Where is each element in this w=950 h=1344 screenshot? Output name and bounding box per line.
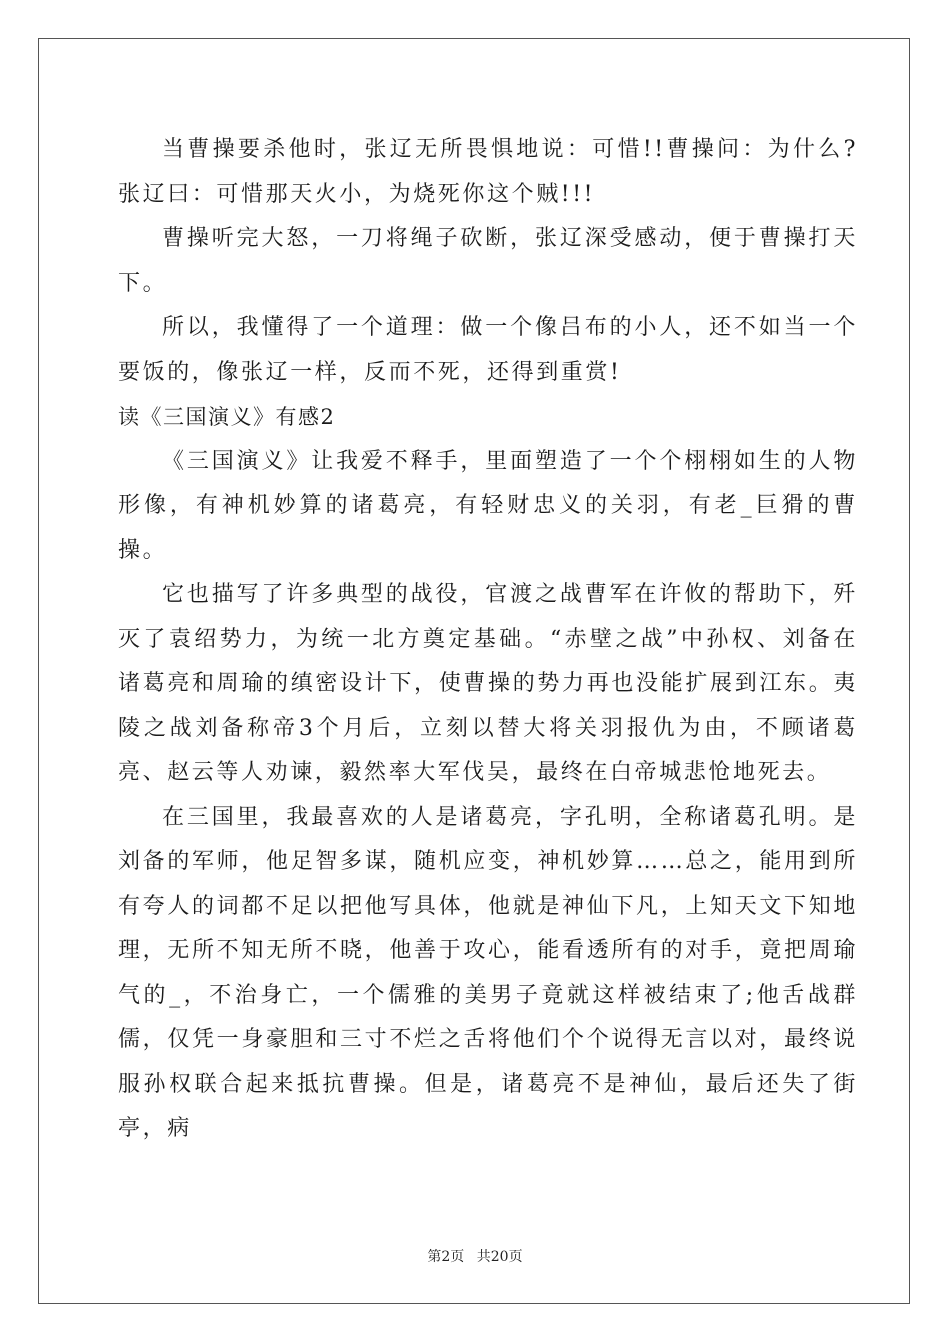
paragraph: 《三国演义》让我爱不释手，里面塑造了一个个栩栩如生的人物形像，有神机妙算的诸葛亮，有轻财忠义的关羽，有老_巨猾的曹操。 (118, 448, 858, 563)
page-number: 第2页 (427, 1249, 465, 1265)
section-heading: 读《三国演义》有感2 (118, 405, 336, 429)
document-body (118, 128, 858, 1152)
page-footer (0, 1246, 950, 1266)
page-total: 共20页 (476, 1249, 523, 1265)
paragraph: 曹操听完大怒，一刀将绳子砍断，张辽深受感动，便于曹操打天下。 (118, 226, 858, 296)
paragraph: 它也描写了许多典型的战役，官渡之战曹军在许攸的帮助下，歼灭了袁绍势力，为统一北方奠定基础。“赤壁之战”中孙权、刘备在诸葛亮和周瑜的缜密设计下，使曹操的势力再也没能扩展到江东。夷陵之战刘备称帝3个月后，立刻以替大将关羽报仇为由，不顾诸葛亮、赵云等人劝谏，毅然率大军伐吴，最终在白帝城悲怆地死去。 (118, 582, 858, 785)
paragraph: 当曹操要杀他时，张辽无所畏惧地说：可惜!!曹操问：为什么?张辽曰：可惜那天火小，为烧死你这个贼!!! (118, 137, 858, 207)
paragraph: 在三国里，我最喜欢的人是诸葛亮，字孔明，全称诸葛孔明。是刘备的军师，他足智多谋，随机应变，神机妙算……总之，能用到所有夸人的词都不足以把他写具体，他就是神仙下凡，上知天文下知地理，无所不知无所不晓，他善于攻心，能看透所有的对手，竟把周瑜气的_，不治身亡，一个儒雅的美男子竟就这样被结束了;他舌战群儒，仅凭一身豪胆和三寸不烂之舌将他们个个说得无言以对，最终说服孙权联合起来抵抗曹操。但是，诸葛亮不是神仙，最后还失了街亭，病 (118, 804, 858, 1141)
paragraph: 所以，我懂得了一个道理：做一个像吕布的小人，还不如当一个要饭的，像张辽一样，反而不死，还得到重赏! (118, 315, 858, 385)
